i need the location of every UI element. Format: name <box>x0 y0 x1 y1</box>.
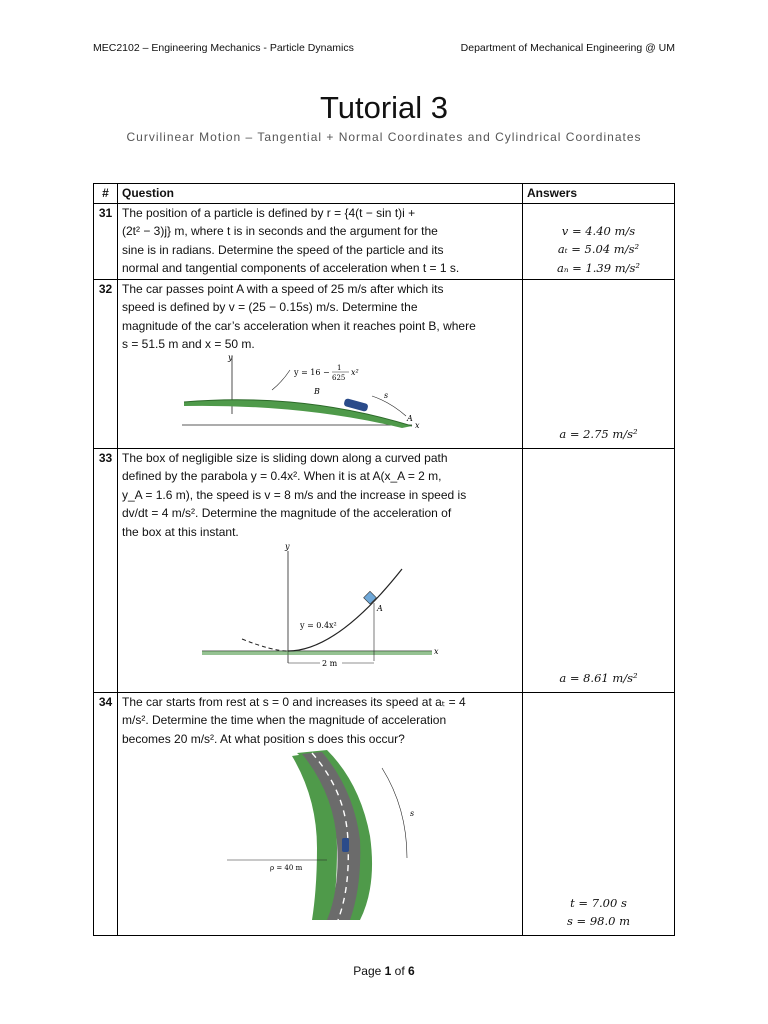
question-text <box>118 279 523 448</box>
question-line: defined by the parabola y = 0.4x². When it is at A(x_A = 2 m, <box>122 469 442 483</box>
header-question: Question <box>118 184 523 204</box>
equation-denominator: 625 <box>332 373 346 382</box>
header-num: # <box>94 184 118 204</box>
point-a-label: A <box>377 604 383 613</box>
footer-page: 1 <box>384 964 392 978</box>
page-footer <box>0 964 768 978</box>
question-line: speed is defined by v = (25 − 0.15s) m/s. Determine the <box>122 300 418 314</box>
ground-strip <box>202 651 432 655</box>
question-line: becomes 20 m/s². At what position s does this occur? <box>122 731 405 746</box>
question-text <box>118 448 523 692</box>
arc-s-label: s <box>410 809 415 818</box>
table-row <box>94 279 675 448</box>
point-b-label: B <box>314 386 320 396</box>
question-line: sine is in radians. Determine the speed of the particle and its <box>122 242 444 257</box>
table-header-row <box>94 184 675 204</box>
answer-cell <box>523 203 675 279</box>
arc-s-label: s <box>384 390 389 400</box>
answer-value: t = 7.00 s <box>570 895 627 910</box>
question-number: 31 <box>94 203 118 279</box>
x-axis-label: x <box>434 647 439 656</box>
dimension-label: 2 m <box>322 659 338 668</box>
arc-dimension <box>372 396 406 416</box>
equation-tail: x² <box>351 367 359 377</box>
page-title: Tutorial 3 <box>319 90 449 125</box>
equation-label: y = 16 − <box>294 367 330 377</box>
answer-value: v = 4.40 m/s <box>561 223 636 238</box>
answer-value: aₜ = 5.04 m/s² <box>557 242 640 256</box>
answer-value: s = 98.0 m <box>566 914 630 928</box>
page-subtitle: Curvilinear Motion – Tangential + Normal Coordinates and Cylindrical Coordinates <box>126 130 642 144</box>
box-icon <box>364 591 377 604</box>
answer-cell <box>523 279 675 448</box>
answer-cell <box>523 448 675 692</box>
footer-mid: of <box>391 964 409 978</box>
x-axis-label: x <box>415 420 420 430</box>
question-number: 34 <box>94 692 118 935</box>
footer-total: 6 <box>408 964 415 978</box>
question-text <box>118 203 523 279</box>
question-line: The car passes point A with a speed of 25 m/s after which its <box>122 281 444 296</box>
question-line: magnitude of the car’s acceleration when it reaches point B, where <box>122 318 476 333</box>
parabola-curve <box>288 569 402 651</box>
question-text <box>118 692 523 935</box>
question-line: m/s². Determine the time when the magnitude of acceleration <box>122 713 447 727</box>
radius-label: ρ = 40 m <box>270 864 303 872</box>
question-line: the box at this instant. <box>122 524 239 539</box>
answer-value: aₙ = 1.39 m/s² <box>556 260 640 275</box>
question-line: The car starts from rest at s = 0 and increases its speed at aₜ = 4 <box>122 694 466 709</box>
question-line: normal and tangential components of acceleration when t = 1 s. <box>122 261 460 275</box>
table-row <box>94 203 675 279</box>
table-row <box>94 692 675 935</box>
answer-cell <box>523 692 675 935</box>
equation-leader <box>272 370 290 390</box>
curved-road-figure <box>122 748 512 923</box>
point-a-label: A <box>407 413 413 423</box>
question-line: (2t² − 3)j} m, where t is in seconds and the argument for the <box>122 224 438 238</box>
equation-label: y = 0.4x² <box>300 621 337 630</box>
footer-prefix: Page <box>353 964 385 978</box>
question-line: The position of a particle is defined by r = {4(t − sin t)i + <box>122 205 416 220</box>
question-number: 32 <box>94 279 118 448</box>
car-icon <box>342 838 349 852</box>
equation-numerator: 1 <box>337 363 342 372</box>
table-row <box>94 448 675 692</box>
parabola-figure <box>122 541 512 681</box>
question-line: y_A = 1.6 m), the speed is v = 8 m/s and the increase in speed is <box>122 487 467 502</box>
y-axis-label: y <box>228 353 233 362</box>
road-hill-figure <box>122 354 512 436</box>
y-axis-label: y <box>285 542 290 551</box>
header-answers: Answers <box>523 184 675 204</box>
hill-surface <box>184 399 412 427</box>
question-number: 33 <box>94 448 118 692</box>
header-course: MEC2102 – Engineering Mechanics - Particle Dynamics <box>93 42 354 54</box>
question-line: dv/dt = 4 m/s². Determine the magnitude of the acceleration of <box>122 506 452 520</box>
answer-value: a = 8.61 m/s² <box>559 671 638 685</box>
parabola-dashed <box>242 639 288 651</box>
header-department: Department of Mechanical Engineering @ UM <box>460 42 675 54</box>
tutorial-table <box>93 183 675 936</box>
question-line: The box of negligible size is sliding down along a curved path <box>122 450 448 465</box>
answer-value: a = 2.75 m/s² <box>559 427 638 441</box>
question-line: s = 51.5 m and x = 50 m. <box>122 337 255 351</box>
arc-dimension <box>382 768 407 858</box>
